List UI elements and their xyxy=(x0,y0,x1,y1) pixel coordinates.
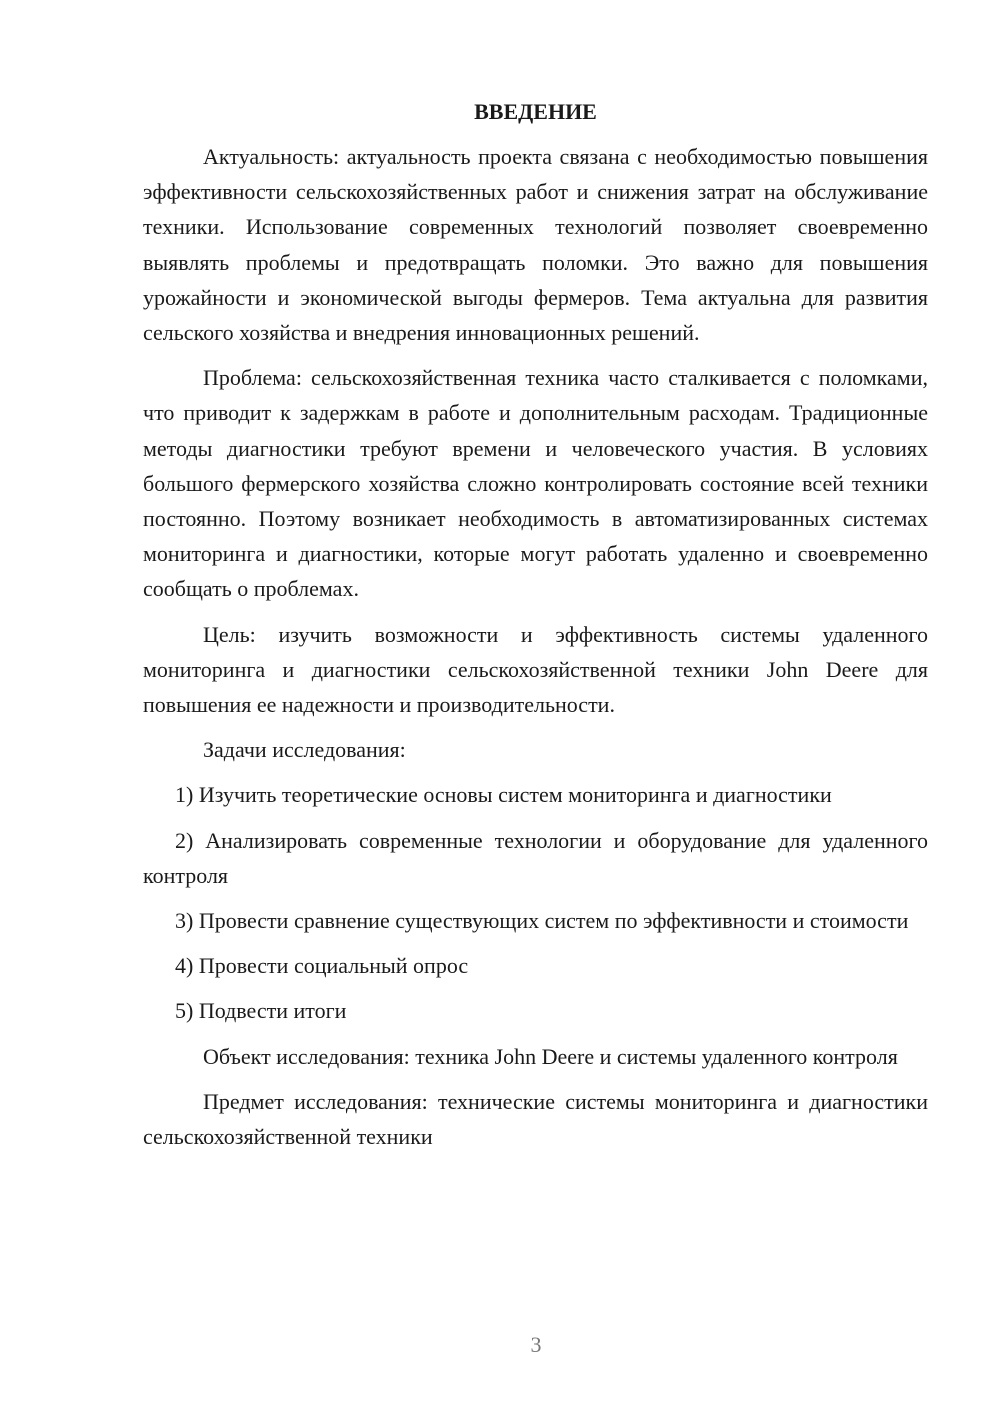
task-item-1: 1) Изучить теоретические основы систем мониторинга и диагностики xyxy=(175,782,832,808)
tasks-heading: Задачи исследования: xyxy=(203,737,406,763)
subject-paragraph: Предмет исследования: технические системы мониторинга и диагностики сельскохозяйственной техники xyxy=(143,1088,928,1150)
task-item-3: 3) Провести сравнение существующих систем по эффективности и стоимости xyxy=(175,908,909,934)
task-item-2: 2) Анализировать современные технологии и оборудование для удаленного контроля xyxy=(143,827,928,888)
page-content xyxy=(143,94,928,1164)
goal-paragraph: Цель: изучить возможности и эффективность системы удаленного мониторинга и диагностики сельскохозяйственной техники John Deere для повышения ее надежности и производительности. xyxy=(143,621,928,718)
relevance-paragraph: Актуальность: актуальность проекта связана с необходимостью повышения эффективности сельскохозяйственных работ и снижения затрат на обслуживание техники. Использование современных технологий позволяет своевременно выявлять проблемы и предотвращать поломки. Это важно для повышения урожайности и экономической выгоды фермеров. Тема актуальна для развития сельского хозяйства и внедрения инновационных решений. xyxy=(143,144,928,346)
task-item-5: 5) Подвести итоги xyxy=(175,998,347,1024)
page-number: 3 xyxy=(530,1332,542,1357)
problem-paragraph: Проблема: сельскохозяйственная техника часто сталкивается с поломками, что приводит к задержкам в работе и дополнительным расходам. Традиционные методы диагностики требуют времени и человеческого участия. В условиях большого фермерского хозяйства сложно контролировать состояние всей техники постоянно. Поэтому возникает необходимость в автоматизированных системах мониторинга и диагностики, которые могут работать удаленно и своевременно сообщать о проблемах. xyxy=(143,365,928,602)
page-title: ВВЕДЕНИЕ xyxy=(474,99,597,124)
object-paragraph: Объект исследования: техника John Deere и системы удаленного контроля xyxy=(203,1043,898,1069)
task-item-4: 4) Провести социальный опрос xyxy=(175,953,469,979)
